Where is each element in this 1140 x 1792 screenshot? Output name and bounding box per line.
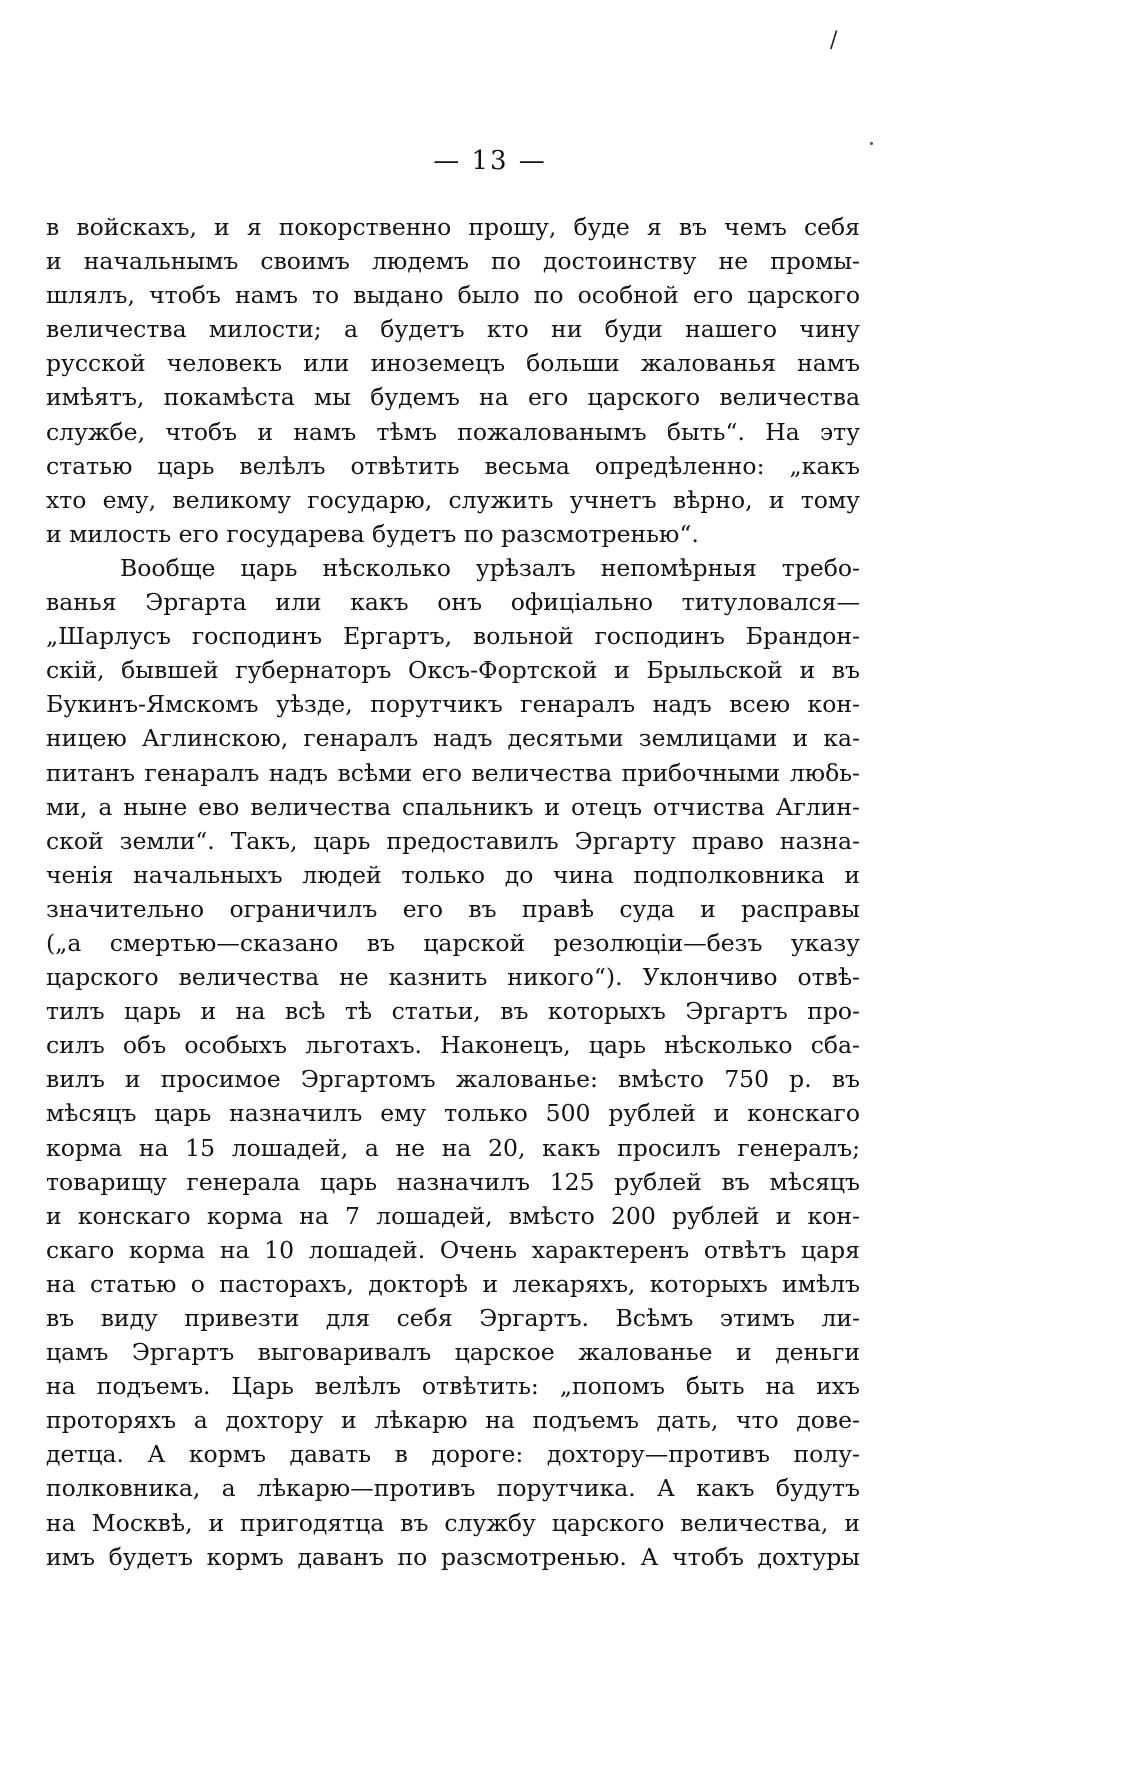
text-line: полковника, а лѣкарю—противъ порутчика. А какъ будутъ <box>46 1474 860 1503</box>
text-line: („а смертью—сказано въ царской резолюціи—безъ указу <box>46 928 860 957</box>
text-line: мѣсяцъ царь назначилъ ему только 500 рублей и конскаго <box>46 1099 860 1128</box>
page-number: — 13 — <box>433 146 547 176</box>
text-line: имъ будетъ кормъ даванъ по разсмотренью. А чтобъ дохтуры <box>46 1542 860 1571</box>
text-line: шлялъ, чтобъ намъ то выдано было по особной его царского <box>46 281 860 310</box>
text-line: детца. А кормъ давать в дороге: дохтору—противъ полу- <box>46 1440 860 1469</box>
text-line: скій, бывшей губернаторъ Оксъ-Фортской и Брыльской и въ <box>46 656 860 685</box>
text-line: въ виду привезти для себя Эргартъ. Всѣмъ этимъ ли- <box>46 1304 860 1332</box>
paragraph-start-line: Вообще царь нѣсколько урѣзалъ непомѣрныя требо- <box>120 553 860 582</box>
text-line: вилъ и просимое Эргартомъ жалованье: вмѣсто 750 р. въ <box>46 1065 860 1094</box>
text-line: царского величества не казнить никого“). Уклончиво отвѣ- <box>46 963 860 992</box>
text-line: проторяхъ а дохтору и лѣкарю на подъемъ дать, что дове- <box>46 1406 860 1435</box>
text-line: значительно ограничилъ его въ правѣ суда и расправы <box>46 894 860 923</box>
text-line: Букинъ-Ямскомъ уѣзде, порутчикъ генаралъ надъ всею кон- <box>46 690 860 719</box>
text-line: службе, чтобъ и намъ тѣмъ пожалованымъ быть“. На эту <box>46 417 860 446</box>
text-line: и начальнымъ своимъ людемъ по достоинству не промы- <box>46 247 860 276</box>
text-line: ницею Аглинскою, генаралъ надъ десятьми землицами и ка- <box>46 724 860 753</box>
text-line: скаго корма на 10 лошадей. Очень характеренъ отвѣтъ царя <box>46 1235 860 1264</box>
text-line: питанъ генаралъ надъ всѣми его величества прибочными люδь- <box>46 758 860 787</box>
paragraph-end-line: и милость его государева будетъ по разсмотренью“. <box>46 519 699 548</box>
text-line: цамъ Эргартъ выговаривалъ царское жалованье и деньги <box>46 1338 860 1367</box>
text-line: величества милости; а будетъ кто ни буди нашего чину <box>46 315 860 344</box>
text-line: товарищу генерала царь назначилъ 125 рублей въ мѣсяцъ <box>46 1167 860 1196</box>
print-speck <box>870 142 873 145</box>
text-line: хто ему, великому государю, служить учнетъ вѣрно, и тому <box>46 485 860 514</box>
text-line: ванья Эргарта или какъ онъ офиціально титуловался— <box>46 588 860 617</box>
text-line: на статью о пасторахъ, докторѣ и лекаряхъ, которыхъ имѣлъ <box>46 1269 860 1298</box>
text-line: корма на 15 лошадей, а не на 20, какъ просилъ генералъ; <box>46 1133 860 1162</box>
text-line: ми, а ныне ево величества спальникъ и отецъ отчиства Аглин- <box>46 792 860 821</box>
corner-mark: / <box>830 28 838 53</box>
text-line: ченія начальныхъ людей только до чина подполковника и <box>46 860 860 889</box>
text-line: на подъемъ. Царь велѣлъ отвѣтить: „попомъ быть на ихъ <box>46 1372 860 1401</box>
text-line: статью царь велѣлъ отвѣтить весьма опредѣленно: „какъ <box>46 451 860 480</box>
text-line: „Шарлусъ господинъ Ергартъ, вольной господинъ Брандон- <box>46 622 860 651</box>
body-text <box>46 210 860 1574</box>
text-line: в войскахъ, и я покорственно прошу, буде я въ чемъ себя <box>46 213 860 241</box>
text-line: и конскаго корма на 7 лошадей, вмѣсто 200 рублей и кон- <box>46 1201 860 1230</box>
text-line: на Москвѣ, и пригодятца въ службу царского величества, и <box>46 1508 860 1537</box>
text-line: тилъ царь и на всѣ тѣ статьи, въ которыхъ Эргартъ про- <box>46 997 860 1026</box>
text-line: ской земли“. Такъ, царь предоставилъ Эргарту право назна- <box>46 826 860 855</box>
text-line: силъ объ особыхъ льготахъ. Наконецъ, царь нѣсколько сба- <box>46 1031 860 1060</box>
text-line: имѣятъ, покамѣста мы будемъ на его царского величества <box>46 383 860 412</box>
text-line: русской человекъ или иноземецъ больши жалованья намъ <box>46 349 860 378</box>
